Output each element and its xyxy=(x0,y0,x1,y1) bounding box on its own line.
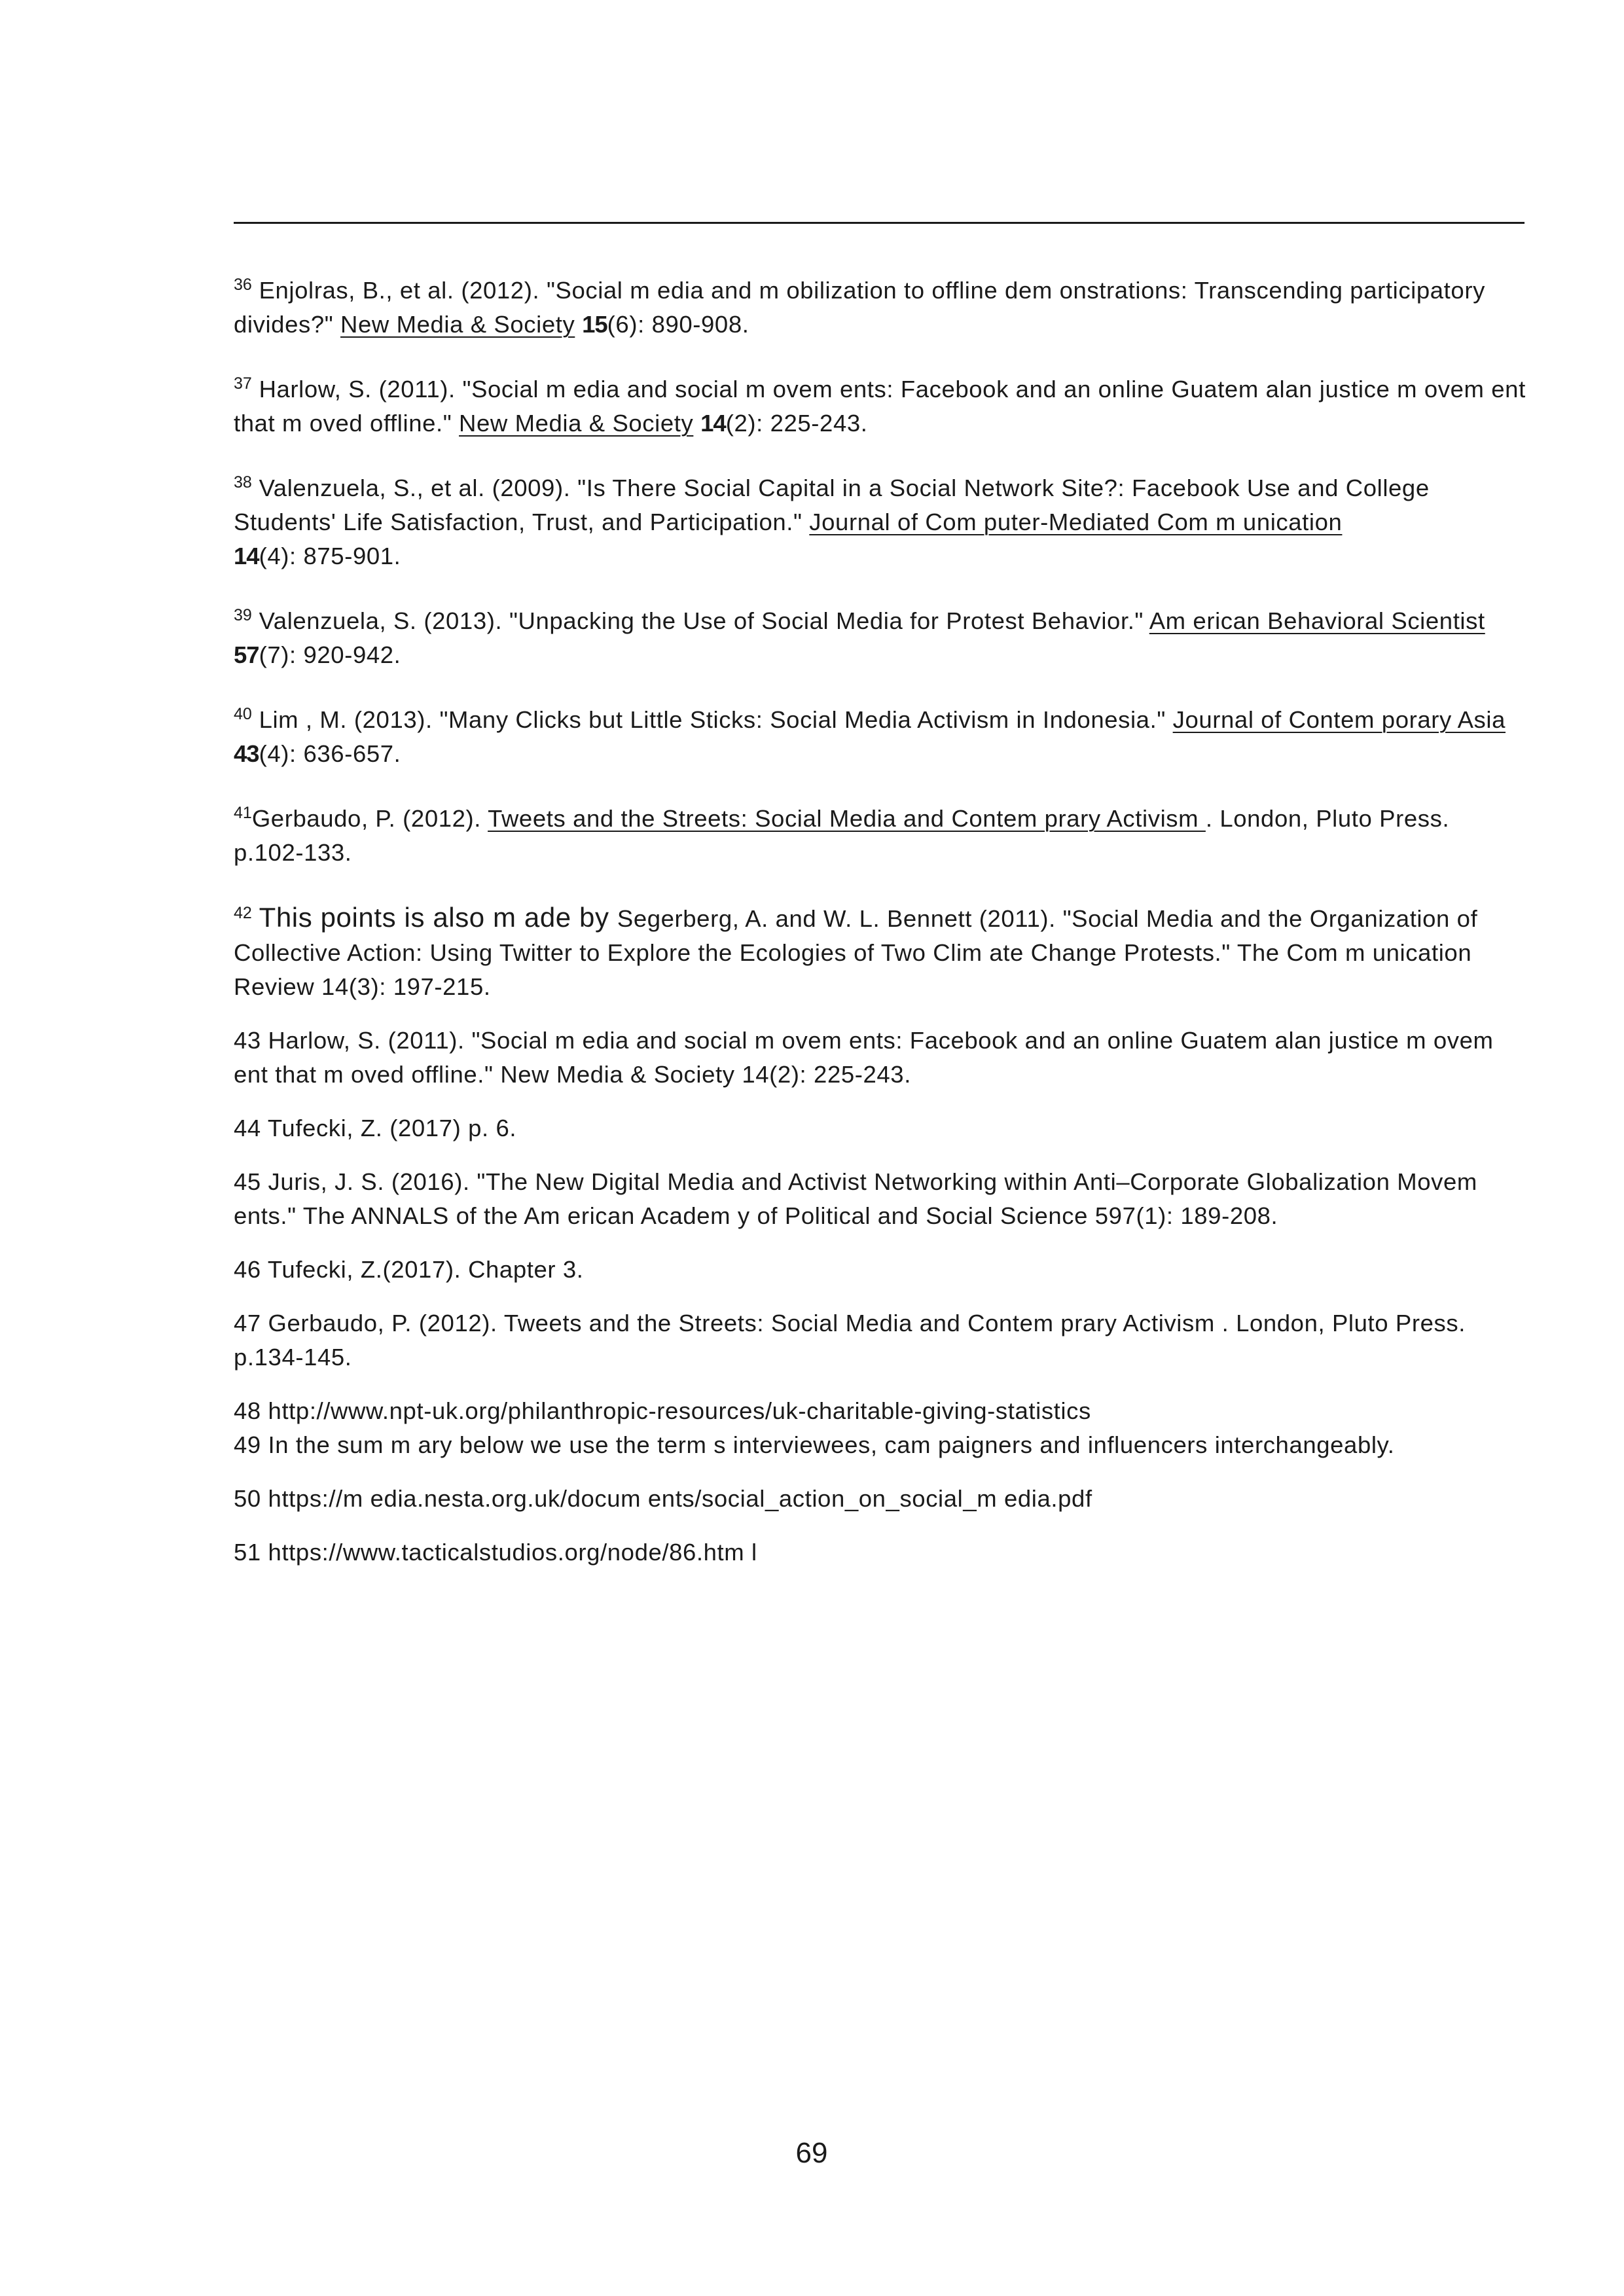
footnote-text: Enjolras, B., et al. (2012). "Social m edia and m obilization to offline dem onstrations: Transcending participatory divides?" xyxy=(234,277,1485,338)
footnote-42 xyxy=(234,901,1526,1004)
footnote-49: 49 In the sum m ary below we use the term s interviewees, cam paigners and influencers interchangeably. xyxy=(234,1431,1395,1458)
book-title: Tweets and the Streets: Social Media and Contem prary Activism xyxy=(488,805,1206,832)
footnote-pages: (2): 225-243. xyxy=(725,410,868,437)
footnote-text: Harlow, S. (2011). "Social m edia and social m ovem ents: Facebook and an online Guatem alan justice m ovem ent that m oved offline." xyxy=(234,376,1526,437)
footnote-separator xyxy=(234,222,1525,224)
footnote-37 xyxy=(234,372,1526,440)
footnote-pages: . London, Pluto Press. p.102-133. xyxy=(234,805,1450,866)
footnote-lead-text: This points is also m ade by xyxy=(259,902,617,933)
footnote-46: 46 Tufecki, Z.(2017). Chapter 3. xyxy=(234,1256,584,1283)
footnote-47: 47 Gerbaudo, P. (2012). Tweets and the Streets: Social Media and Contem prary Activism . London, Pluto Press. p.134-145. xyxy=(234,1310,1466,1371)
volume: 14 xyxy=(234,543,259,569)
footnote-text: Segerberg, A. and W. L. Bennett (2011). "Social Media and the Organization of Collective Action: Using Twitter to Explore the Ecologies of Two Clim ate Change Protests." The Com m unication Review 14(3): 197-215. xyxy=(234,905,1478,1000)
footnote-48: 48 http://www.npt-uk.org/philanthropic-resources/uk-charitable-giving-statistics xyxy=(234,1397,1091,1424)
volume: 15 xyxy=(582,311,607,338)
footnote-number: 42 xyxy=(234,904,252,922)
footnote-38 xyxy=(234,471,1526,573)
footnote-44: 44 Tufecki, Z. (2017) p. 6. xyxy=(234,1115,517,1141)
footnotes-list xyxy=(234,274,1526,1600)
footnote-pages: (6): 890-908. xyxy=(607,311,749,338)
journal-title: Journal of Contem porary Asia xyxy=(1172,706,1506,733)
footnote-text: Gerbaudo, P. (2012). xyxy=(251,805,488,832)
footnote-number: 37 xyxy=(234,374,252,393)
volume: 43 xyxy=(234,740,259,767)
footnote-51: 51 https://www.tacticalstudios.org/node/86.htm l xyxy=(234,1539,757,1566)
footnote-36 xyxy=(234,274,1526,342)
footnote-number: 38 xyxy=(234,473,252,492)
journal-title: New Media & Society xyxy=(459,410,694,437)
journal-title: New Media & Society xyxy=(340,311,575,338)
footnote-text: Valenzuela, S., et al. (2009). "Is There Social Capital in a Social Network Site?: Facebook Use and College Students' Life Satisfaction, Trust, and Participation." xyxy=(234,475,1430,535)
journal-title: Am erican Behavioral Scientist xyxy=(1149,607,1485,634)
footnote-text: Valenzuela, S. (2013). "Unpacking the Use of Social Media for Protest Behavior." xyxy=(259,607,1149,634)
footnote-pages: (7): 920-942. xyxy=(259,641,401,668)
footnote-number: 39 xyxy=(234,606,252,624)
footnote-45: 45 Juris, J. S. (2016). "The New Digital Media and Activist Networking within Anti–Corporate Globalization Movem ents." The ANNALS of the Am erican Academ y of Political and Social Science 597(1): 189-208. xyxy=(234,1168,1477,1229)
volume: 14 xyxy=(700,410,726,437)
footnote-39 xyxy=(234,604,1526,672)
footnote-43: 43 Harlow, S. (2011). "Social m edia and social m ovem ents: Facebook and an online Guatem alan justice m ovem ent that m oved offline." New Media & Society 14(2): 225-243. xyxy=(234,1027,1494,1088)
volume: 57 xyxy=(234,641,259,668)
footnote-number: 41 xyxy=(234,804,252,822)
footnote-50: 50 https://m edia.nesta.org.uk/docum ents/social_action_on_social_m edia.pdf xyxy=(234,1485,1092,1512)
footnote-number: 36 xyxy=(234,276,252,294)
footnote-pages: (4): 875-901. xyxy=(259,543,401,569)
journal-title: Journal of Com puter-Mediated Com m unication xyxy=(809,509,1343,535)
footnote-text: Lim , M. (2013). "Many Clicks but Little Sticks: Social Media Activism in Indonesia." xyxy=(259,706,1173,733)
page-number: 69 xyxy=(795,2137,828,2169)
footnote-number: 40 xyxy=(234,705,252,723)
footnote-41 xyxy=(234,802,1526,870)
footnote-pages: (4): 636-657. xyxy=(259,740,401,767)
footnote-40 xyxy=(234,703,1526,771)
